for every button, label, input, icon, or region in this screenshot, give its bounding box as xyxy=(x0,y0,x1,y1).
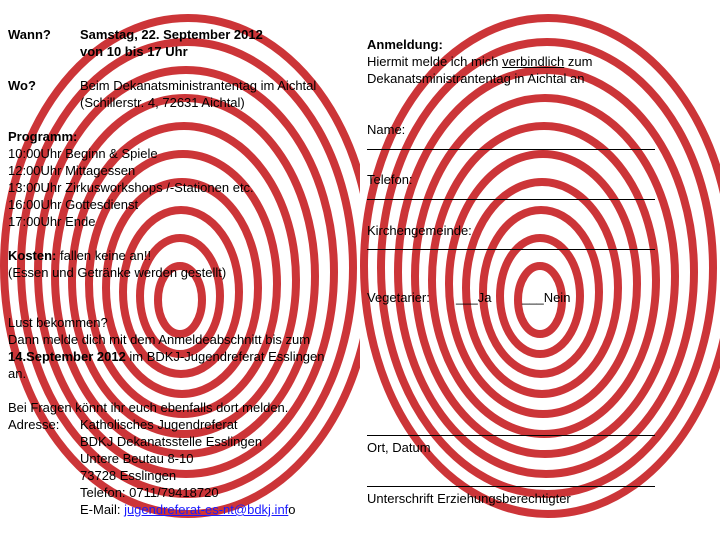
name-field-line[interactable] xyxy=(367,149,655,150)
signature-field-line[interactable] xyxy=(367,486,655,487)
parish-label: Kirchengemeinde: xyxy=(367,223,472,238)
signature-label: Unterschrift Erziehungsberechtigter xyxy=(367,491,571,506)
program-heading: Programm: xyxy=(8,129,78,144)
signup-location: im BDKJ-Jugendreferat Esslingen xyxy=(125,349,325,364)
where-label: Wo? xyxy=(8,78,36,93)
phone-label: Telefon: xyxy=(367,172,413,187)
vegetarian-row xyxy=(367,289,430,306)
form-intro: Hiermit melde ich mich verbindlich zum xyxy=(367,54,593,69)
parish-field-line[interactable] xyxy=(367,249,655,250)
signup-deadline: 14.September 2012 xyxy=(8,349,126,364)
where-address: (Schillerstr. 4, 72631 Aichtal) xyxy=(80,95,245,110)
contact-intro: Bei Fragen könnt ihr euch ebenfalls dort melden. xyxy=(8,400,289,415)
address-line: Untere Beutau 8-10 xyxy=(80,451,194,466)
email-suffix: o xyxy=(288,502,296,517)
cost-row xyxy=(8,247,151,264)
signup-prompt: Lust bekommen? xyxy=(8,315,108,330)
name-label: Name: xyxy=(367,122,406,137)
phone-line: Telefon: 0711/79418720 xyxy=(80,485,219,500)
form-heading: Anmeldung: xyxy=(367,37,443,52)
form-intro-emphasis: verbindlich xyxy=(502,54,565,69)
signup-deadline-row xyxy=(8,348,325,365)
email-link[interactable]: jugendreferat-es-nt@bdkj.inf xyxy=(124,502,289,517)
cost-note: (Essen und Getränke werden gestellt) xyxy=(8,265,227,280)
cost-label: Kosten: xyxy=(8,248,57,263)
vegetarian-yes-option[interactable]: ___Ja xyxy=(456,290,492,305)
program-item: 17:00Uhr Ende xyxy=(8,214,96,229)
when-label: Wann? xyxy=(8,27,51,42)
vegetarian-label: Vegetarier: xyxy=(367,290,430,305)
place-date-field-line[interactable] xyxy=(367,435,655,436)
when-time: von 10 bis 17 Uhr xyxy=(80,44,188,59)
address-label: Adresse: xyxy=(8,417,60,432)
program-item: 13:00Uhr Zirkusworkshops /-Stationen etc. xyxy=(8,180,254,195)
program-item: 10:00Uhr Beginn & Spiele xyxy=(8,146,158,161)
form-intro-line2: Dekanatsministrantentag in Aichtal an xyxy=(367,71,585,86)
signup-instruction: Dann melde dich mit dem Anmeldeabschnitt bis zum xyxy=(8,332,311,347)
cost-value: fallen keine an!! xyxy=(60,248,152,263)
signup-end: an. xyxy=(8,366,27,381)
phone-field-line[interactable] xyxy=(367,199,655,200)
program-item: 12:00Uhr Mittagessen xyxy=(8,163,136,178)
program-item: 16:00Uhr Gottesdienst xyxy=(8,197,139,212)
place-date-label: Ort, Datum xyxy=(367,440,431,455)
vegetarian-no-option[interactable]: ___Nein xyxy=(522,290,571,305)
address-line: BDKJ Dekanatsstelle Esslingen xyxy=(80,434,263,449)
where-venue: Beim Dekanatsministrantentag im Aichtal xyxy=(80,78,317,93)
address-line: 73728 Esslingen xyxy=(80,468,177,483)
address-line: Katholisches Jugendreferat xyxy=(80,417,238,432)
when-date: Samstag, 22. September 2012 xyxy=(80,27,263,42)
email-prefix: E-Mail: xyxy=(80,502,125,517)
